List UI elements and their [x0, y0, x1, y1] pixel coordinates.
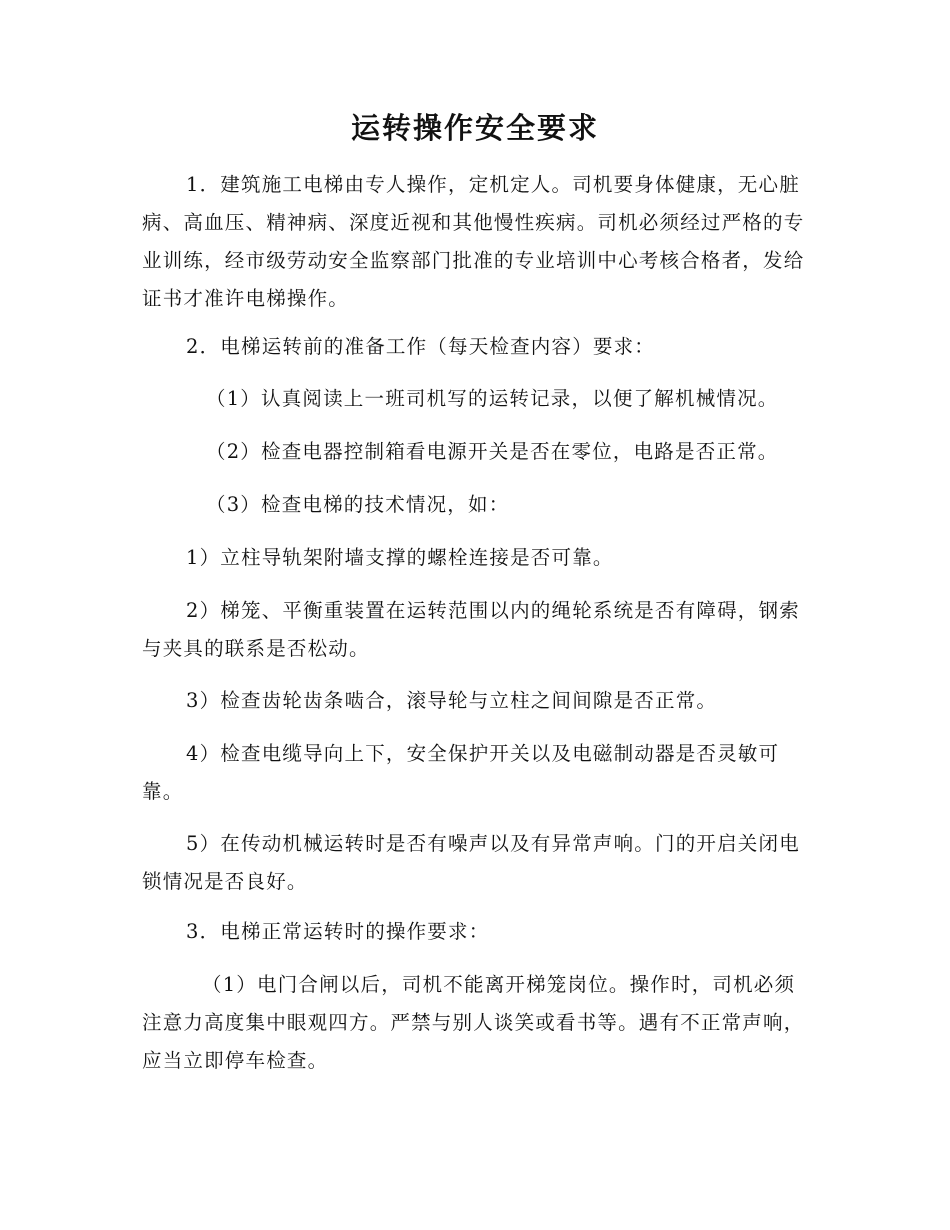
paragraph-check-3-gears: 3）检查齿轮齿条啮合，滚导轮与立柱之间间隙是否正常。 — [186, 689, 718, 712]
paragraph-3-normal-operation-heading: 3．电梯正常运转时的操作要求： — [186, 920, 490, 943]
paragraph-check-1-bolts: 1）立柱导轨架附墙支撑的螺栓连接是否可靠。 — [186, 546, 614, 569]
paragraph-1-operator-requirements: 1．建筑施工电梯由专人操作，定机定人。司机要身体健康，无心脏病、高血压、精神病、深度近视和其他慢性疾病。司机必须经过严格的专业训练，经市级劳动安全监察部门批准的专业培训中心考核合格者，发给证书才准许电梯操作。 — [142, 173, 805, 310]
paragraph-2-1-read-records: （1）认真阅读上一班司机写的运转记录，以便了解机械情况。 — [206, 387, 779, 410]
paragraph-3-1-attention: （1）电门合闸以后，司机不能离开梯笼岗位。操作时，司机必须注意力高度集中眼观四方。严禁与别人谈笑或看书等。遇有不正常声响，应当立即停车检查。 — [142, 973, 805, 1072]
paragraph-2-pre-operation-heading: 2．电梯运转前的准备工作（每天检查内容）要求： — [186, 335, 656, 358]
paragraph-check-4-cables: 4）检查电缆导向上下，安全保护开关以及电磁制动器是否灵敏可靠。 — [142, 742, 780, 803]
paragraph-check-2-cage: 2）梯笼、平衡重装置在运转范围以内的绳轮系统是否有障碍，钢索与夹具的联系是否松动。 — [142, 599, 800, 660]
paragraph-2-2-check-control-box: （2）检查电器控制箱看电源开关是否在零位，电路是否正常。 — [206, 440, 779, 463]
paragraph-check-5-noise: 5）在传动机械运转时是否有噪声以及有异常声响。门的开启关闭电锁情况是否良好。 — [142, 832, 800, 893]
document-title: 运转操作安全要求 — [350, 111, 599, 145]
paragraph-2-3-check-technical: （3）检查电梯的技术情况，如： — [206, 493, 510, 516]
